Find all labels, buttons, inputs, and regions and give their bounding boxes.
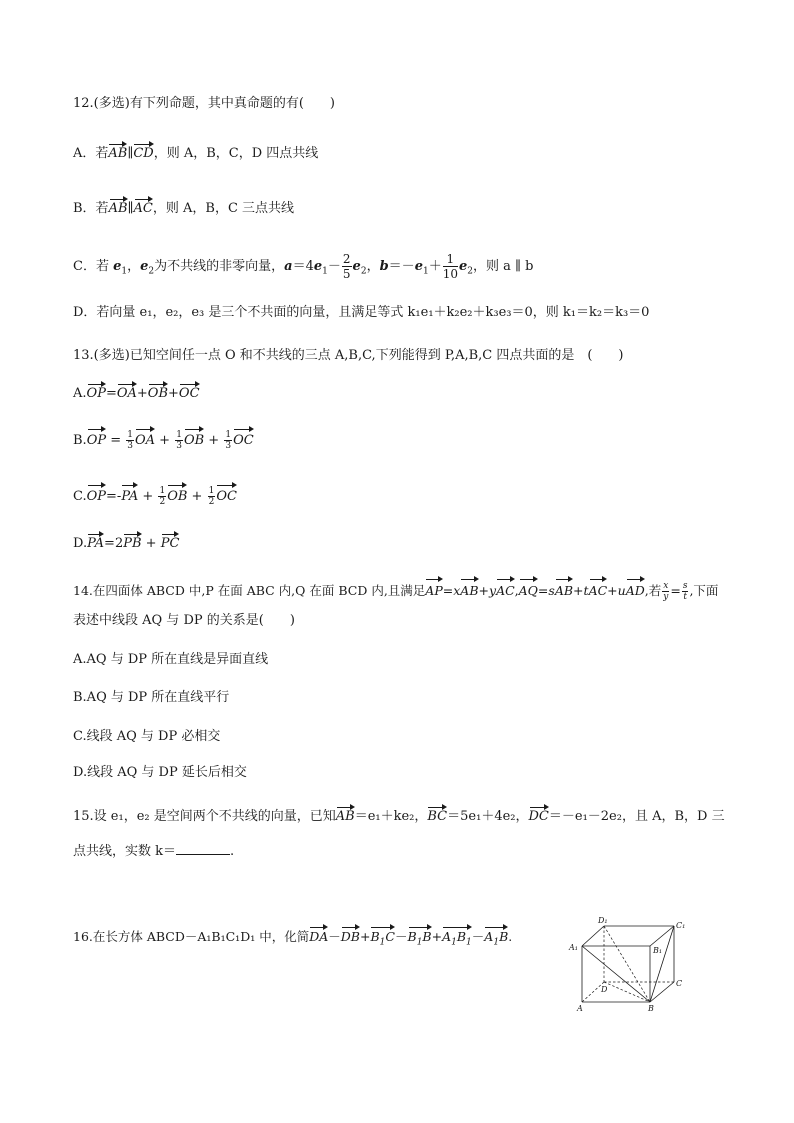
cuboid-figure: [562, 916, 692, 1016]
q15-p1: ＝e₁＋ke₂，: [354, 809, 428, 824]
q15-p2: ＝5e₁＋4e₂，: [447, 809, 529, 824]
q16-pre: 16.在长方体 ABCD－A₁B₁C₁D₁ 中，化简: [73, 929, 310, 944]
q12-c-mid3: ，: [366, 259, 380, 274]
q16-end: .: [508, 929, 513, 944]
q13-option-a: A.OP=OA+OB+OC: [73, 386, 200, 401]
q12-c-mid2: ＝4: [292, 259, 314, 274]
q12-b-post: ，则 A，B，C 三点共线: [152, 201, 295, 216]
q13-c-label: C.: [73, 489, 87, 504]
label-c: C: [676, 979, 683, 988]
label-b1: B₁: [653, 946, 663, 955]
q15-line2-end: .: [230, 844, 235, 859]
q12-a-mid: ∥: [127, 146, 134, 161]
q15-line2: [73, 843, 234, 861]
label-d1: D₁: [598, 916, 608, 925]
q12-c-pre: C．若: [73, 259, 114, 274]
q12-option-d: D．若向量 e₁，e₂，e₃ 是三个不共面的向量，且满足等式 k₁e₁＋k₂e₂＋k₃e₃＝0，则 k₁＝k₂＝k₃＝0: [73, 305, 650, 320]
q15-pre: 15.设 e₁，e₂ 是空间两个不共线的向量，已知: [73, 809, 336, 824]
q13-option-b: B.OP = $\frac{1}{3}$ OA + $\frac{1}{3}$ OB + $\frac{1}{3}$ OC: [73, 430, 254, 451]
q14-option-b: B.AQ 与 DP 所在直线平行: [73, 690, 230, 705]
q12-b-pre: B．若: [73, 201, 109, 216]
q13-stem: 13.(多选)已知空间任一点 O 和不共线的三点 A,B,C,下列能得到 P,A,B,C 四点共面的是 ( ): [73, 348, 624, 363]
edge-a1-d1: [582, 926, 604, 946]
q16-line: 16.在长方体 ABCD－A₁B₁C₁D₁ 中，化简$DA-DB+B_1C-B_1B+A_1B_1-A_1B$.: [73, 928, 512, 952]
q13-option-c: C.OP=-PA + $\frac{1}{2}$ OB + $\frac{1}{2}$ OC: [73, 486, 237, 507]
q14-stem-pre: 14.在四面体 ABCD 中,P 在面 ABC 内,Q 在面 BCD 内,且满足: [73, 583, 426, 598]
q12-option-c: C．若 $e_1$，$e_2$为不共线的非零向量，$a=4e_1-$ $\frac{2}{5}$ $e_2$，$b=-e_1+$ $\frac{1}{10}$ $e_2$，则 a ∥ b: [73, 252, 534, 281]
hidden-diag-d1-b: [604, 926, 650, 1002]
q12-a-pre: A．若: [73, 146, 109, 161]
q12-c-post: ，则 a ∥ b: [473, 259, 534, 274]
hidden-diag-d-b: [604, 982, 650, 1002]
q14-option-d: D.线段 AQ 与 DP 延长后相交: [73, 765, 247, 780]
q14-stem-post: 下面: [693, 583, 719, 598]
q12-c-mid5: ＋: [428, 259, 442, 274]
q12-stem: 12.(多选)有下列命题，其中真命题的有( ): [73, 96, 335, 111]
q15-line1: 15.设 e₁，e₂ 是空间两个不共线的向量，已知AB＝e₁＋ke₂，BC＝5e₁＋4e₂，DC＝－e₁－2e₂，且 A，B，D 三: [73, 809, 725, 824]
q12-c-mid1: 为不共线的非零向量，: [154, 259, 285, 274]
q14-option-c: C.线段 AQ 与 DP 必相交: [73, 729, 221, 744]
q14-stem-line2: 表述中线段 AQ 与 DP 的关系是( ): [73, 613, 295, 628]
q15-line2-text: 点共线，实数 k＝: [73, 844, 177, 859]
edge-c1-b1: [650, 926, 674, 946]
q14-option-a: A.AQ 与 DP 所在直线是异面直线: [73, 652, 269, 667]
q12-c-mid4: ＝－: [388, 259, 415, 274]
q12-option-b: B．若AB∥AC，则 A，B，C 三点共线: [73, 201, 295, 216]
diag-b-c1: [650, 926, 674, 1002]
q12-b-mid: ∥: [127, 201, 134, 216]
edge-c-b: [650, 982, 674, 1002]
q13-a-label: A.: [73, 386, 87, 401]
q13-option-d: D.PA=2PB + PC: [73, 536, 180, 551]
label-b: B: [648, 1004, 654, 1013]
q14-stem: 14.在四面体 ABCD 中,P 在面 ABC 内,Q 在面 BCD 内,且满足AP=xAB+yAC,AQ=sAB+tAC+uAD,若 $\frac{x}{y}$ = $\frac{s}{t}$ ,下面: [73, 581, 719, 602]
q15-p3: ＝－e₁－2e₂，且 A，B，D 三: [548, 809, 725, 824]
label-a1: A₁: [569, 943, 578, 952]
label-d: D: [601, 985, 608, 994]
label-c1: C₁: [676, 921, 686, 930]
answer-blank[interactable]: [176, 854, 230, 855]
diag-a1-b: [582, 946, 650, 1002]
q13-b-label: B.: [73, 433, 87, 448]
label-a: A: [577, 1004, 583, 1013]
q12-a-post: ，则 A，B，C，D 四点共线: [153, 146, 319, 161]
q12-option-a: A．若AB∥CD，则 A，B，C，D 四点共线: [73, 146, 319, 161]
q13-d-label: D.: [73, 536, 88, 551]
